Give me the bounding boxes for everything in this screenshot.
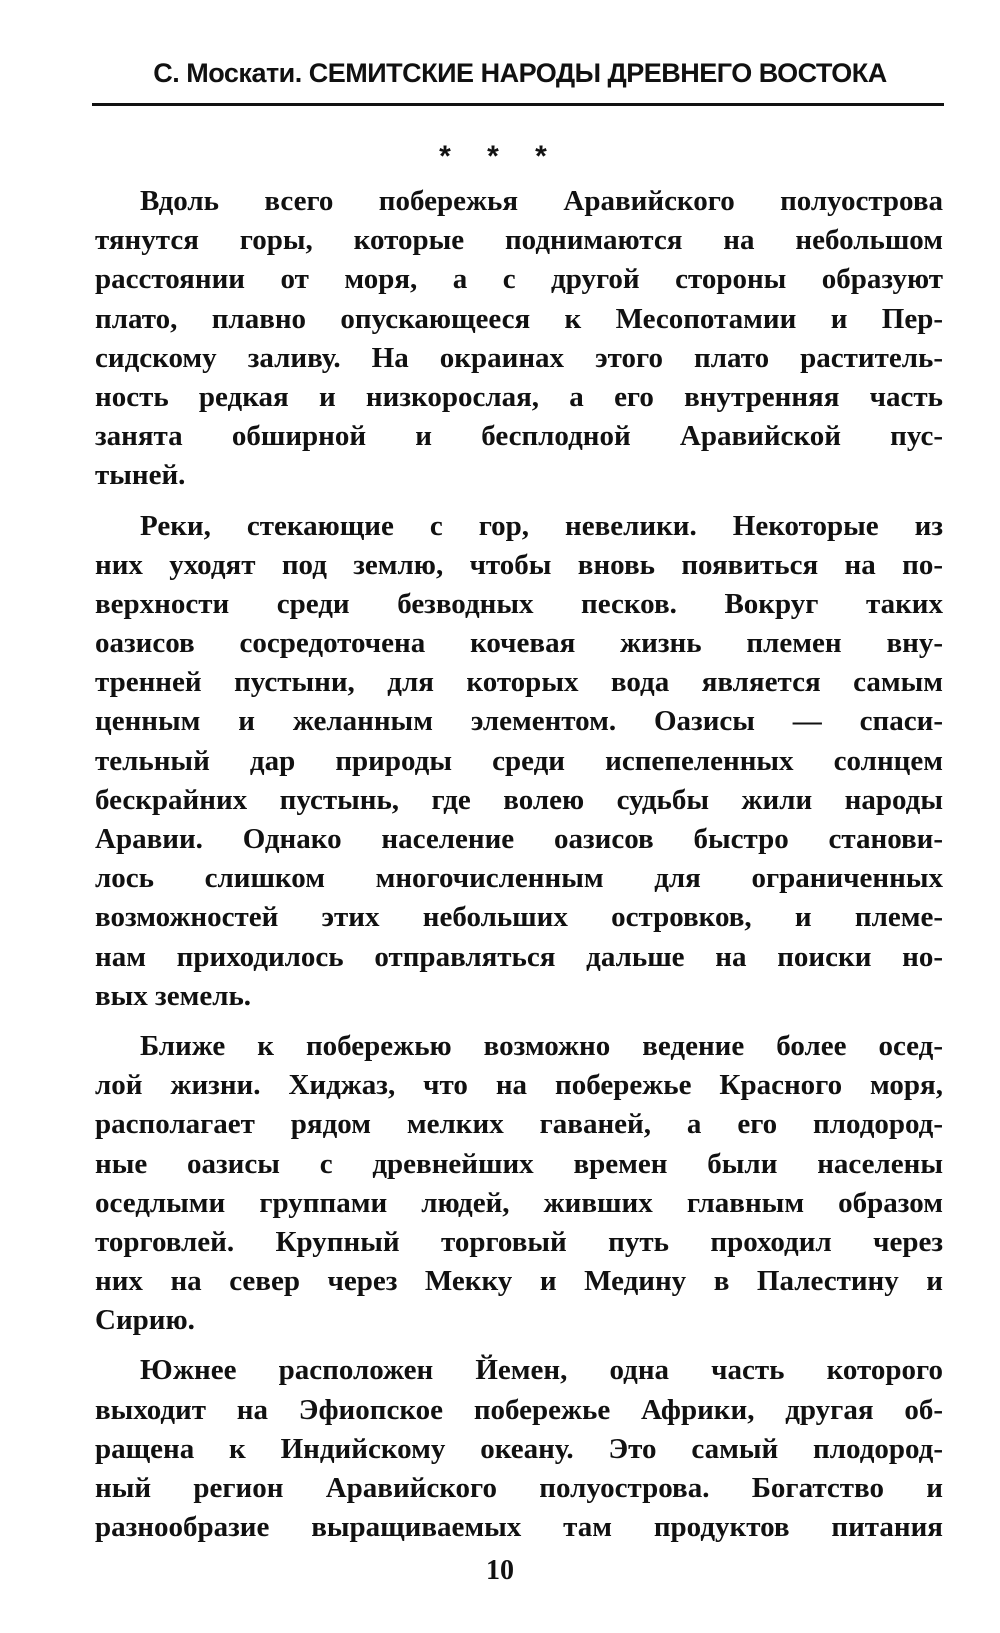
text-line: оседлыми группами людей, живших главным образом <box>95 1186 943 1219</box>
text-line: Ближе к побережью возможно ведение более осед- <box>140 1029 943 1062</box>
text-line: ценным и желанным элементом. Оазисы — спаси- <box>95 705 943 738</box>
text-line: Аравии. Однако население оазисов быстро станови- <box>95 823 943 855</box>
paragraph <box>95 507 943 1016</box>
text-line: Сирию. <box>95 1304 195 1337</box>
text-line: ращена к Индийскому океану. Это самый плодород- <box>95 1432 943 1465</box>
paragraph <box>95 182 943 496</box>
text-line: лой жизни. Хиджаз, что на побережье Красного моря, <box>95 1069 943 1102</box>
text-line: выходит на Эфиопское побережье Африки, другая об- <box>95 1393 943 1426</box>
paragraph <box>95 1027 943 1341</box>
running-title: С. Москати. СЕМИТСКИЕ НАРОДЫ ДРЕВНЕГО ВОСТОКА <box>153 58 887 88</box>
paragraph-gap <box>95 1016 943 1027</box>
text-line: сидскому заливу. На окраинах этого плато раститель- <box>95 341 943 374</box>
text-line: разнообразие выращиваемых там продуктов питания <box>95 1511 943 1544</box>
paragraph-gap <box>95 496 943 507</box>
body-text <box>95 182 943 1547</box>
text-line: Реки, стекающие с гор, невелики. Некоторые из <box>140 509 943 542</box>
section-break: * * * <box>439 140 561 173</box>
text-line: расстоянии от моря, а с другой стороны образуют <box>95 263 943 296</box>
text-line: занята обширной и бесплодной Аравийской пус- <box>95 420 943 453</box>
text-line: верхности среди безводных песков. Вокруг таких <box>95 587 943 620</box>
text-line: располагает рядом мелких гаваней, а его плодород- <box>95 1108 943 1141</box>
text-line: бескрайних пустынь, где волею судьбы жили народы <box>95 783 943 816</box>
text-line: них уходят под землю, чтобы вновь появиться на по- <box>95 548 943 581</box>
text-line: них на север через Мекку и Медину в Палестину и <box>95 1265 943 1298</box>
text-line: ный регион Аравийского полуострова. Богатство и <box>95 1472 943 1504</box>
text-line: плато, плавно опускающееся к Месопотамии и Пер- <box>95 302 943 335</box>
paragraph <box>95 1351 943 1547</box>
text-line: торговлей. Крупный торговый путь проходил через <box>95 1225 943 1258</box>
text-line: оазисов сосредоточена кочевая жизнь племен вну- <box>95 627 943 660</box>
text-line: тыней. <box>95 459 186 492</box>
paragraph-gap <box>95 1340 943 1351</box>
text-line: лось слишком многочисленным для ограниченных <box>95 862 943 895</box>
header-rule <box>92 103 944 106</box>
text-line: тельный дар природы среди испепеленных солнцем <box>95 744 943 777</box>
text-line: возможностей этих небольших островков, и племе- <box>95 901 943 934</box>
text-line: Вдоль всего побережья Аравийского полуострова <box>140 185 943 217</box>
text-line: тренней пустыни, для которых вода является самым <box>95 666 943 699</box>
text-line: ные оазисы с древнейших времен были населены <box>95 1147 943 1180</box>
text-line: вых земель. <box>95 979 252 1012</box>
text-line: тянутся горы, которые поднимаются на небольшом <box>95 224 943 257</box>
page-number: 10 <box>486 1555 514 1586</box>
text-line: нам приходилось отправляться дальше на поиски но- <box>95 940 943 973</box>
text-line: Южнее расположен Йемен, одна часть которого <box>140 1354 943 1387</box>
text-line: ность редкая и низкорослая, а его внутренняя часть <box>95 380 943 413</box>
